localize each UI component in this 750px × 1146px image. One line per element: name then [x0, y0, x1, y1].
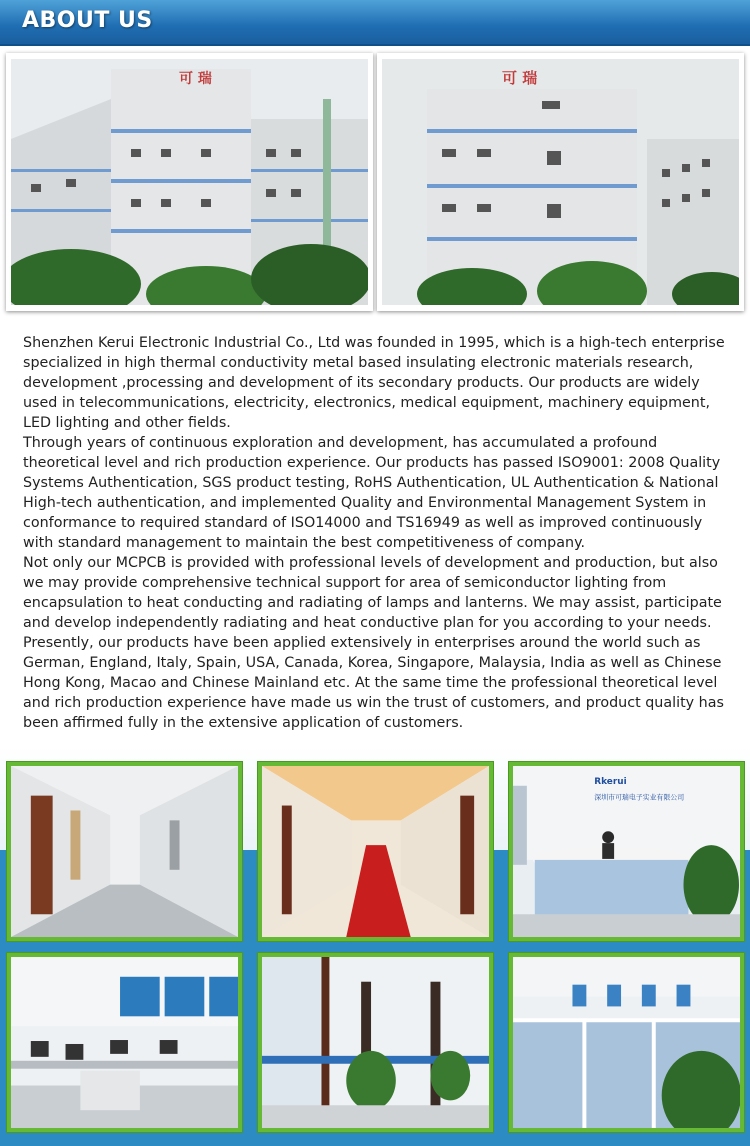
factory-photo	[6, 53, 373, 311]
gallery-photo-corridor	[6, 761, 243, 942]
gallery-photo-glass-entrance	[257, 952, 494, 1133]
office-building-photo	[377, 53, 744, 311]
factory-building-image	[11, 59, 368, 305]
production-office-image	[11, 957, 238, 1128]
corridor-image	[11, 766, 238, 937]
about-paragraph-4: Not only our MCPCB is provided with professional levels of development and production, but also we may provide comprehensive technical support for area of semiconductor lighting from encapsulation to heat conducting and radiating of lamps and lanterns. We may assist, participate and develop independently radiating and heat conductive plan for you according to your needs.	[23, 555, 722, 631]
gallery-photo-reception	[508, 761, 745, 942]
about-text	[23, 333, 731, 733]
glass-entrance-image	[262, 957, 489, 1128]
reception-wall-sign: 深圳市可瑞电子实业有限公司	[594, 793, 685, 802]
about-paragraph-5: Presently, our products have been applied extensively in enterprises around the world such as German, England, Italy, Spain, USA, Canada, Korea, Singapore, Malaysia, India as well as Chinese Hong Kong, Macao and Chinese Mainland etc. At the same time the professional theoretical level and rich production experience have made us win the trust of customers, and product quality has been affirmed fully in the extensive application of customers.	[23, 635, 724, 731]
gallery-photo-hallway	[257, 761, 494, 942]
section-header	[0, 0, 750, 46]
about-paragraph-2: LED lighting and other fields.	[23, 415, 231, 431]
section-title: ABOUT US	[22, 8, 153, 33]
reception-logo: Rkerui	[594, 776, 627, 787]
gallery-photo-open-office	[508, 952, 745, 1133]
building-sign: 可 瑞	[502, 69, 538, 87]
gallery-photo-production-office	[6, 952, 243, 1133]
open-office-image	[513, 957, 740, 1128]
about-paragraph-1: Shenzhen Kerui Electronic Industrial Co., Ltd was founded in 1995, which is a high-tech enterprise specialized in high thermal conductivity metal based insulating electronic materials research, development ,processing and development of its secondary products. Our products are widely used in telecommunications, electricity, electronics, medical equipment, machinery equipment,	[23, 335, 725, 411]
office-building-image	[382, 59, 739, 305]
building-sign: 可 瑞	[179, 71, 212, 87]
reception-image	[513, 766, 740, 937]
hallway-image	[262, 766, 489, 937]
about-paragraph-3: Through years of continuous exploration and development, has accumulated a profound theoretical level and rich production experience. Our products has passed ISO9001: 2008 Quality Systems Authentication, SGS product testing, RoHS Authentication, UL Authentication & National High-tech authentication, and implemented Quality and Environmental Management System in conformance to required standard of ISO14000 and TS16949 as well as improved continuously with standard management to maintain the best competitiveness of company.	[23, 435, 721, 551]
